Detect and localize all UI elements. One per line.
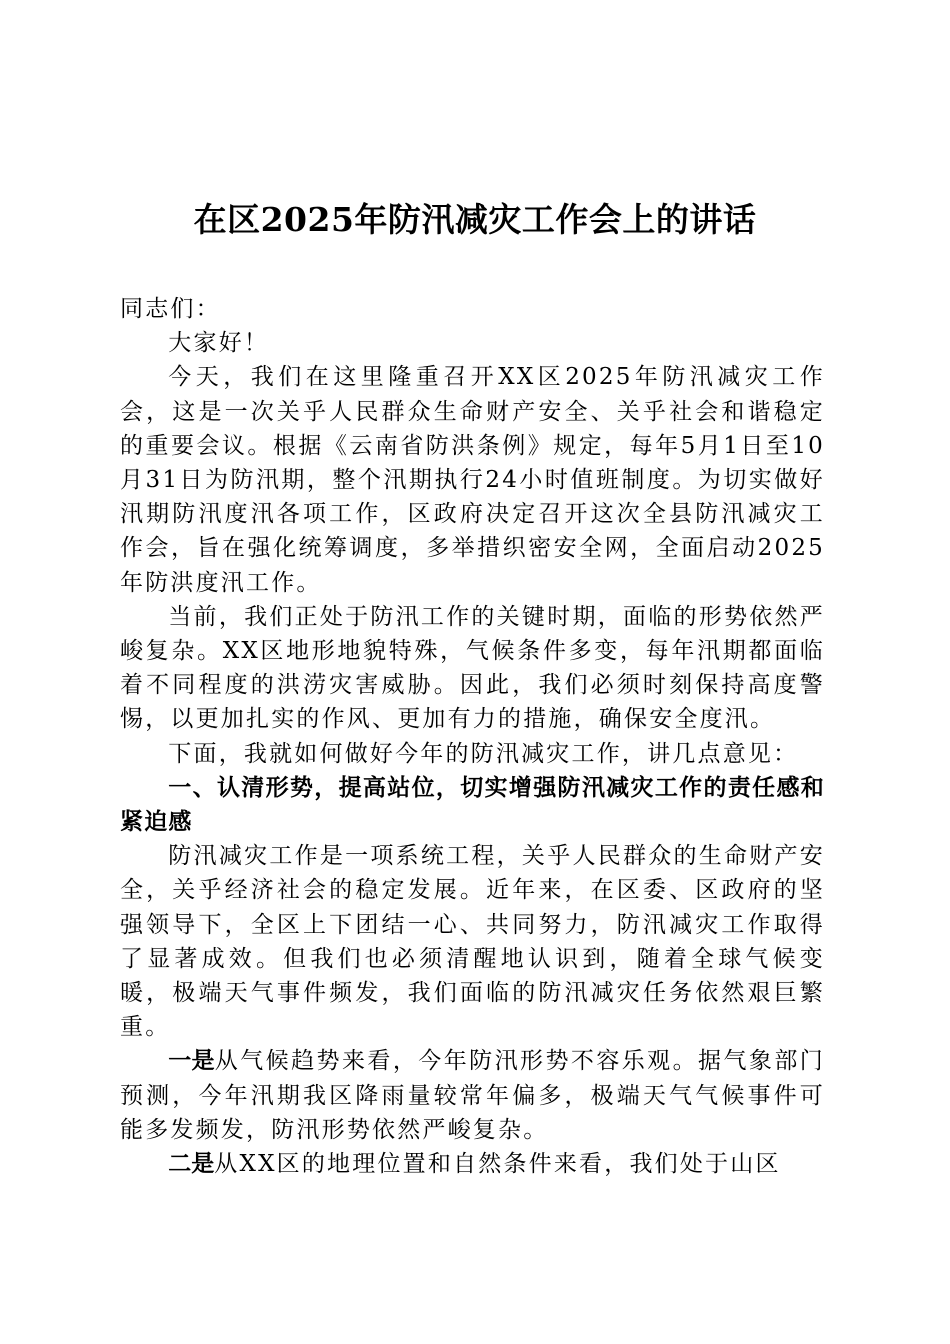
point-1-text: 从气候趋势来看，今年防汛形势不容乐观。据气象部门预测，今年汛期我区降雨量较常年偏多，极端天气气候事件可能多发频发，防汛形势依然严峻复杂。 bbox=[120, 1048, 826, 1143]
point-2-text: 从XX区的地理位置和自然条件来看，我们处于山区 bbox=[214, 1151, 781, 1178]
point-2-lead: 二是 bbox=[168, 1151, 215, 1178]
paragraph-situation: 当前，我们正处于防汛工作的关键时期，面临的形势依然严峻复杂。XX区地形地貌特殊，气候条件多变，每年汛期都面临着不同程度的洪涝灾害威胁。因此，我们必须时刻保持高度警惕，以更加扎实的作风、更加有力的措施，确保安全度汛。 bbox=[120, 603, 825, 733]
document-title: 在区2025年防汛减灾工作会上的讲话 bbox=[193, 200, 757, 239]
point-1-lead: 一是 bbox=[168, 1048, 215, 1075]
section-heading-1: 一、认清形势，提高站位，切实增强防汛减灾工作的责任感和紧迫感 bbox=[120, 774, 825, 836]
document-body bbox=[120, 292, 825, 1181]
greeting: 大家好！ bbox=[168, 330, 270, 357]
salutation: 同志们： bbox=[120, 296, 221, 322]
section-1-intro: 防汛减灾工作是一项系统工程，关乎人民群众的生命财产安全，关乎经济社会的稳定发展。近年来，在区委、区政府的坚强领导下，全区上下团结一心、共同努力，防汛减灾工作取得了显著成效。但我们也必须清醒地认识到，随着全球气候变暖，极端天气事件频发，我们面临的防汛减灾任务依然艰巨繁重。 bbox=[120, 843, 825, 1041]
point-1 bbox=[120, 1044, 825, 1147]
paragraph-transition: 下面，我就如何做好今年的防汛减灾工作，讲几点意见： bbox=[168, 740, 799, 767]
point-2 bbox=[120, 1147, 825, 1181]
paragraph-opening: 今天，我们在这里隆重召开XX区2025年防汛减灾工作会，这是一次关乎人民群众生命财产安全、关乎社会和谐稳定的重要会议。根据《云南省防洪条例》规定，每年5月1日至10月31日为防汛期，整个汛期执行24小时值班制度。为切实做好汛期防汛度汛各项工作，区政府决定召开这次全县防汛减灾工作会，旨在强化统筹调度，多举措织密安全网，全面启动2025年防洪度汛工作。 bbox=[120, 364, 825, 596]
